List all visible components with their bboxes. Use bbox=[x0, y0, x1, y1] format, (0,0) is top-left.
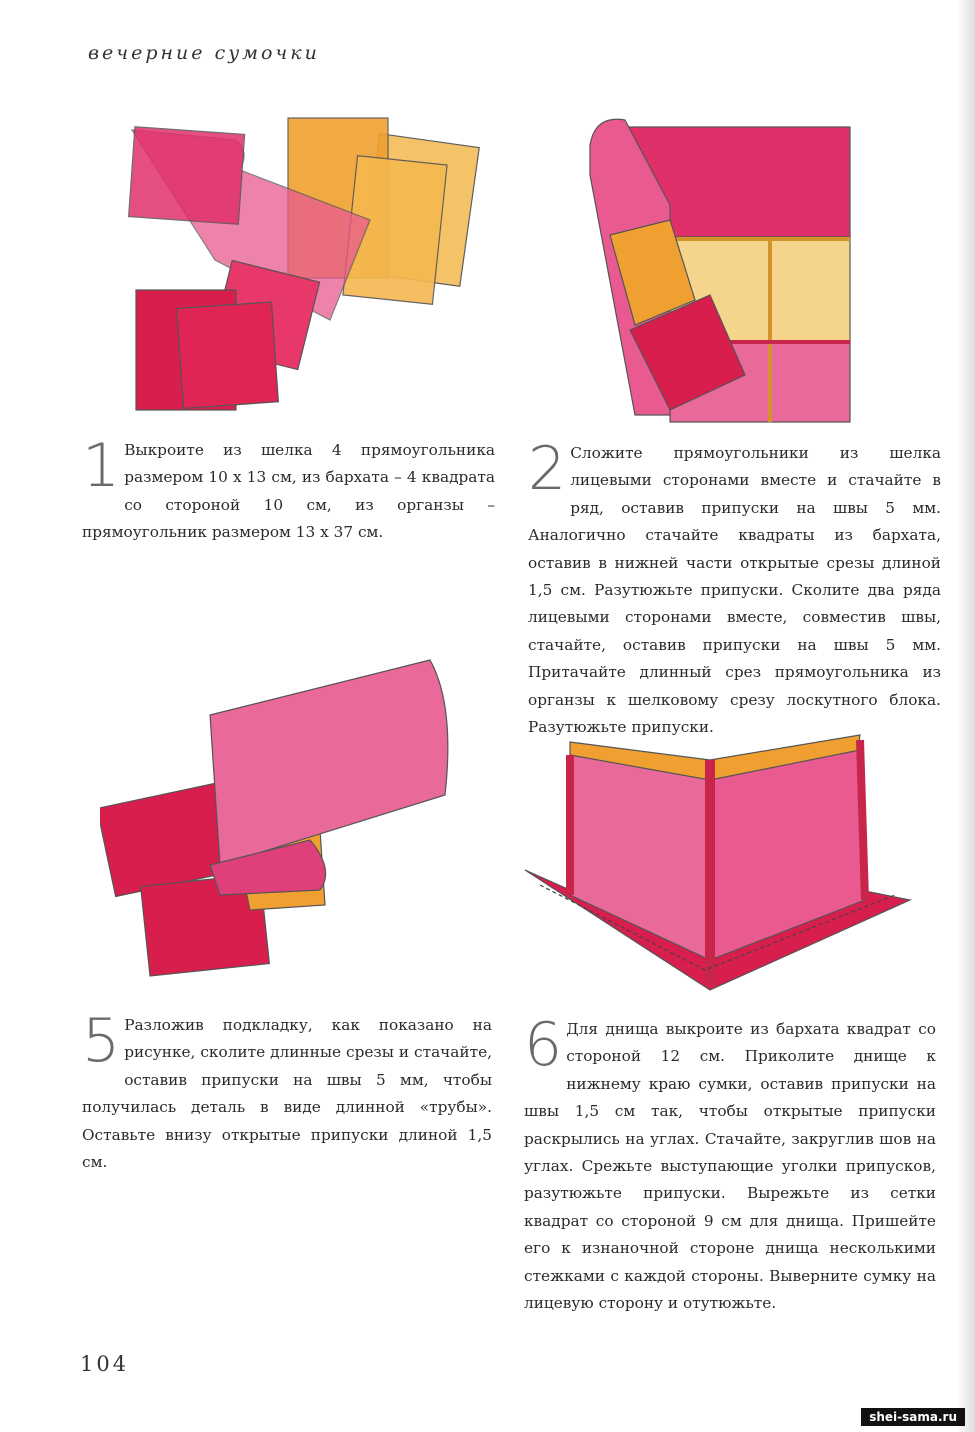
illustration-bag-bottom bbox=[520, 730, 915, 1000]
step-text: Разложив подкладку, как показано на рисунке, сколите длинные срезы и стачайте, оставив припуски на швы 5 мм, чтобы получилась деталь в виде длинной «трубы». Оставьте внизу открытые припуски длиной 1,5 см. bbox=[82, 1016, 492, 1172]
step-number: 1 bbox=[82, 431, 121, 501]
running-header: вечерние сумочки bbox=[88, 42, 320, 64]
step-number: 2 bbox=[528, 434, 567, 504]
step-number: 5 bbox=[82, 1006, 121, 1076]
step-6 bbox=[524, 1010, 936, 1317]
step-number: 6 bbox=[524, 1010, 563, 1080]
step-text: Для днища выкроите из бархата квадрат со стороной 12 см. Приколите днище к нижнему краю сумки, оставив припуски на швы 1,5 см так, чтобы открытые припуски раскрылись на углах. Стачайте, закруглив шов на углах. Срежьте выступающие уголки припусков, разутюжьте припуски. Вырежьте из сетки квадрат со стороной 9 см для днища. Пришейте его к изнаночной стороне днища несколькими стежками с каждой стороны. Выверните сумку на лицевую сторону и отутюжьте. bbox=[524, 1020, 936, 1313]
step-1 bbox=[82, 431, 495, 547]
page-number: 104 bbox=[80, 1352, 130, 1376]
page-edge-shadow bbox=[957, 0, 975, 1432]
step-2 bbox=[528, 434, 941, 741]
watermark: shei-sama.ru bbox=[861, 1408, 965, 1426]
illustration-patchwork-block bbox=[575, 105, 885, 425]
step-text: Сложите прямоугольники из шелка лицевыми сторонами вместе и стачайте в ряд, оставив припуски на швы 5 мм. Аналогично стачайте квадраты из бархата, оставив в нижней части открытые срезы длиной 1,5 см. Разутюжьте припуски. Сколите два ряда лицевыми сторонами вместе, совместив швы, стачайте, оставив припуски на швы 5 мм. Притачайте длинный срез прямоугольника из органзы к шелковому срезу лоскутного блока. Разутюжьте припуски. bbox=[528, 444, 941, 737]
step-text: Выкроите из шелка 4 прямоугольника размером 10 х 13 см, из бархата – 4 квадрата со стороной 10 см, из органзы – прямоугольник размером 13 х 37 см. bbox=[82, 441, 495, 542]
illustration-cut-pieces bbox=[120, 110, 490, 425]
illustration-lining-tube bbox=[100, 655, 480, 985]
step-5 bbox=[82, 1006, 492, 1176]
